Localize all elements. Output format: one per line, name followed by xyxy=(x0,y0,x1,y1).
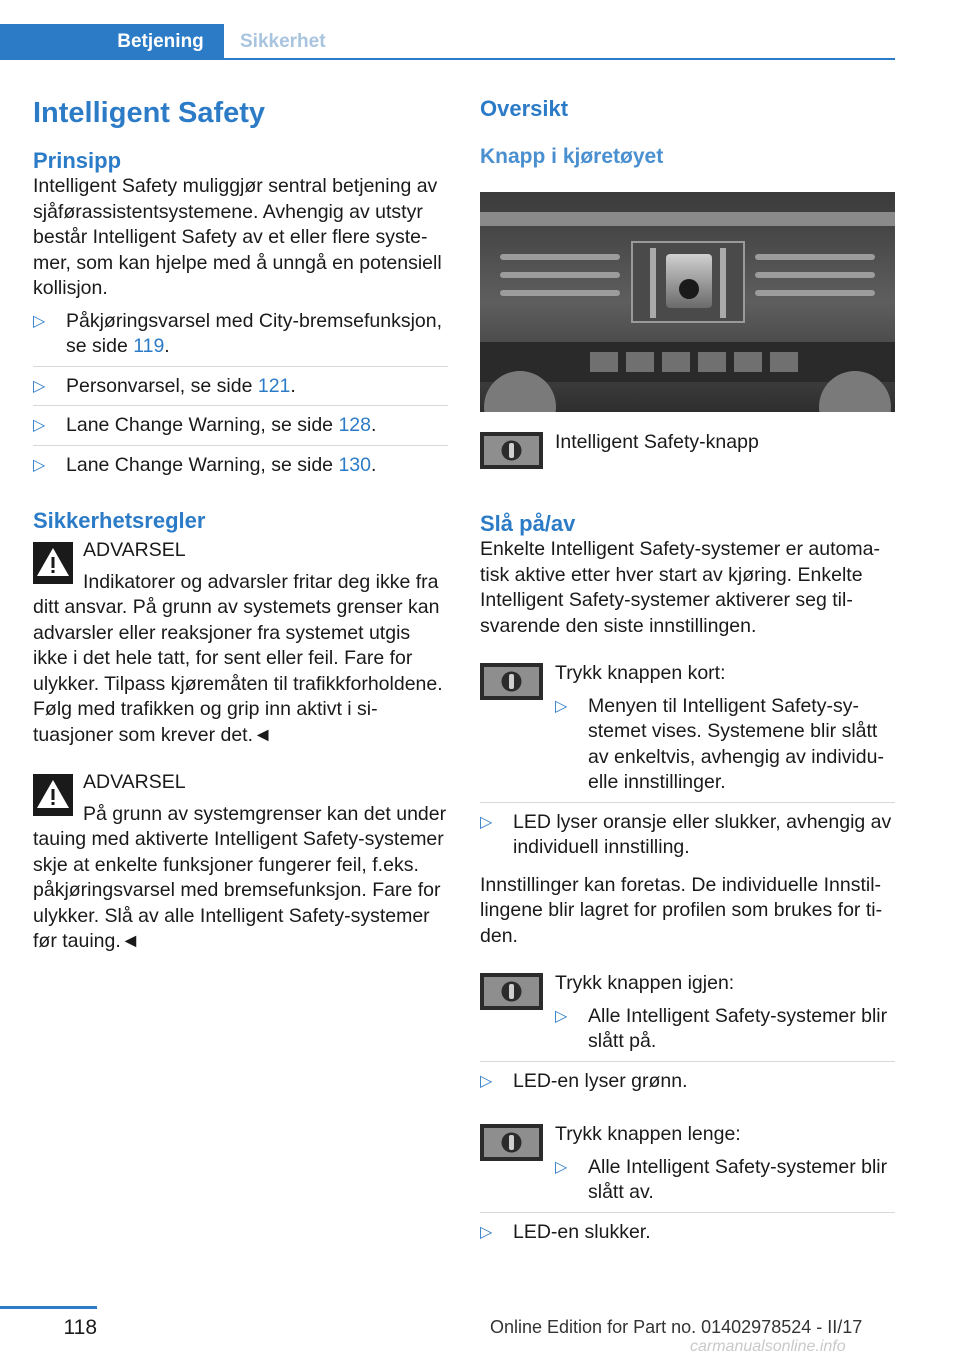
tab-betjening[interactable]: Betjening xyxy=(97,24,224,60)
list-item: ▷ Påkjøringsvarsel med City-bremsefunksjon, se side 119. xyxy=(33,309,448,367)
short-press-block xyxy=(480,661,895,867)
warning-block xyxy=(33,538,448,748)
page-title: Intelligent Safety xyxy=(33,97,266,129)
watermark: carmanualsonline.info xyxy=(690,1338,846,1355)
list-item: ▷ Alle Intelligent Safety-systemer blir slått på. xyxy=(555,1004,888,1052)
triangle-bullet-icon: ▷ xyxy=(555,1158,568,1176)
short-press-list xyxy=(555,694,895,802)
page-link[interactable]: 130 xyxy=(338,453,371,476)
triangle-bullet-icon: ▷ xyxy=(555,697,568,715)
system-list xyxy=(33,309,448,485)
warning-block xyxy=(33,770,448,955)
warning-triangle-icon xyxy=(33,542,73,584)
settings-text: Innstillinger kan foretas. De individuelle Innstillingene blir lagret for profilen som brukes for tiden. xyxy=(480,873,883,947)
intelligent-safety-button-icon xyxy=(480,1124,543,1161)
button-heading: Knapp i kjøretøyet xyxy=(480,145,664,168)
again-press-result-list xyxy=(480,1061,895,1101)
list-item: ▷ LED lyser oransje eller slukker, avhengig av individuell innstilling. xyxy=(480,810,892,858)
triangle-bullet-icon: ▷ xyxy=(33,456,46,474)
short-press-label: Trykk knappen kort: xyxy=(555,662,726,684)
principle-heading: Prinsipp xyxy=(33,148,122,173)
again-press-list xyxy=(555,1004,895,1061)
list-item: ▷ LED-en lyser grønn. xyxy=(480,1069,895,1101)
page-number: 118 xyxy=(63,1316,97,1339)
list-item: ▷ LED-en slukker. xyxy=(480,1220,895,1252)
warning-title: ADVARSEL xyxy=(83,539,186,561)
warning-text: Indikatorer og advarsler fritar deg ikke fra ditt ansvar. På grunn av systemets grenser kan advarsler eller reaksjoner fra systemet utgis ikke i det hele tatt, for sent eller feil. Fare for ulykker. Tilpass kjøremåten til trafikkforholdene. Følg med trafikken og grip inn aktivt i situasjoner som krever det.◄ xyxy=(33,570,443,746)
dashboard-button-photo xyxy=(480,192,895,412)
triangle-bullet-icon: ▷ xyxy=(480,813,493,831)
header-rule xyxy=(0,58,895,60)
triangle-bullet-icon: ▷ xyxy=(555,1007,568,1025)
list-item: ▷ Personvarsel, se side 121. xyxy=(33,374,448,407)
again-press-label: Trykk knappen igjen: xyxy=(555,972,735,994)
page-link[interactable]: 119 xyxy=(133,335,165,357)
again-press-block xyxy=(480,971,895,1100)
triangle-bullet-icon: ▷ xyxy=(480,1223,493,1241)
warning-triangle-icon xyxy=(33,774,73,816)
onoff-heading: Slå på/av xyxy=(480,511,576,536)
overview-heading: Oversikt xyxy=(480,96,569,121)
chapter-tabs xyxy=(0,24,895,60)
triangle-bullet-icon: ▷ xyxy=(33,377,46,395)
page-link[interactable]: 121 xyxy=(257,374,291,397)
triangle-bullet-icon: ▷ xyxy=(480,1072,493,1090)
intelligent-safety-button-icon xyxy=(480,973,543,1010)
list-item: ▷ Menyen til Intelligent Safety-systemet vises. Systemene blir slått av enkeltvis, avhengig av individuelle innstillinger. xyxy=(555,694,884,793)
warning-title: ADVARSEL xyxy=(83,771,186,793)
long-press-result-list xyxy=(480,1212,895,1252)
list-item: ▷ Lane Change Warning, se side 128. xyxy=(33,413,448,446)
triangle-bullet-icon: ▷ xyxy=(33,417,46,434)
list-item: ▷ Lane Change Warning, se side 130. xyxy=(33,453,448,485)
triangle-bullet-icon: ▷ xyxy=(33,312,46,330)
intelligent-safety-button-icon xyxy=(480,663,543,700)
onoff-text: Enkelte Intelligent Safety-systemer er automatisk aktive etter hver start av kjøring. Enkelte Intelligent Safety-systemer aktiverer seg tilsvarende den siste innstillingen. xyxy=(480,538,880,637)
button-legend xyxy=(480,430,895,469)
tab-sikkerhet[interactable]: Sikkerhet xyxy=(240,31,326,52)
left-column xyxy=(33,96,448,955)
intelligent-safety-button-icon xyxy=(480,432,543,469)
edition-text: Online Edition for Part no. 01402978524 - II/17 xyxy=(490,1317,863,1337)
short-press-result-list xyxy=(480,802,895,867)
page-link[interactable]: 128 xyxy=(338,414,371,436)
list-item: ▷ Alle Intelligent Safety-systemer blir slått av. xyxy=(555,1155,888,1203)
right-column xyxy=(480,96,895,1251)
long-press-block xyxy=(480,1122,895,1251)
long-press-list xyxy=(555,1155,895,1212)
page-number-rule xyxy=(0,1306,97,1309)
principle-text: Intelligent Safety muliggjør sentral betjening av sjåførassistentsystemene. Avhengig av utstyr består Intelligent Safety av et eller flere systemer, som kan hjelpe med å unngå en potensiell kollisjon. xyxy=(33,175,442,299)
button-label: Intelligent Safety-knapp xyxy=(555,431,759,453)
long-press-label: Trykk knappen lenge: xyxy=(555,1123,741,1145)
safety-heading: Sikkerhetsregler xyxy=(33,508,206,533)
warning-text: På grunn av systemgrenser kan det under tauing med aktiverte Intelligent Safety-systemer skje at enkelte funksjoner fungerer feil, f.eks. påkjøringsvarsel med bremsefunksjon. Fare for ulykker. Slå av alle Intelligent Safety-systemer før tauing.◄ xyxy=(33,802,447,952)
